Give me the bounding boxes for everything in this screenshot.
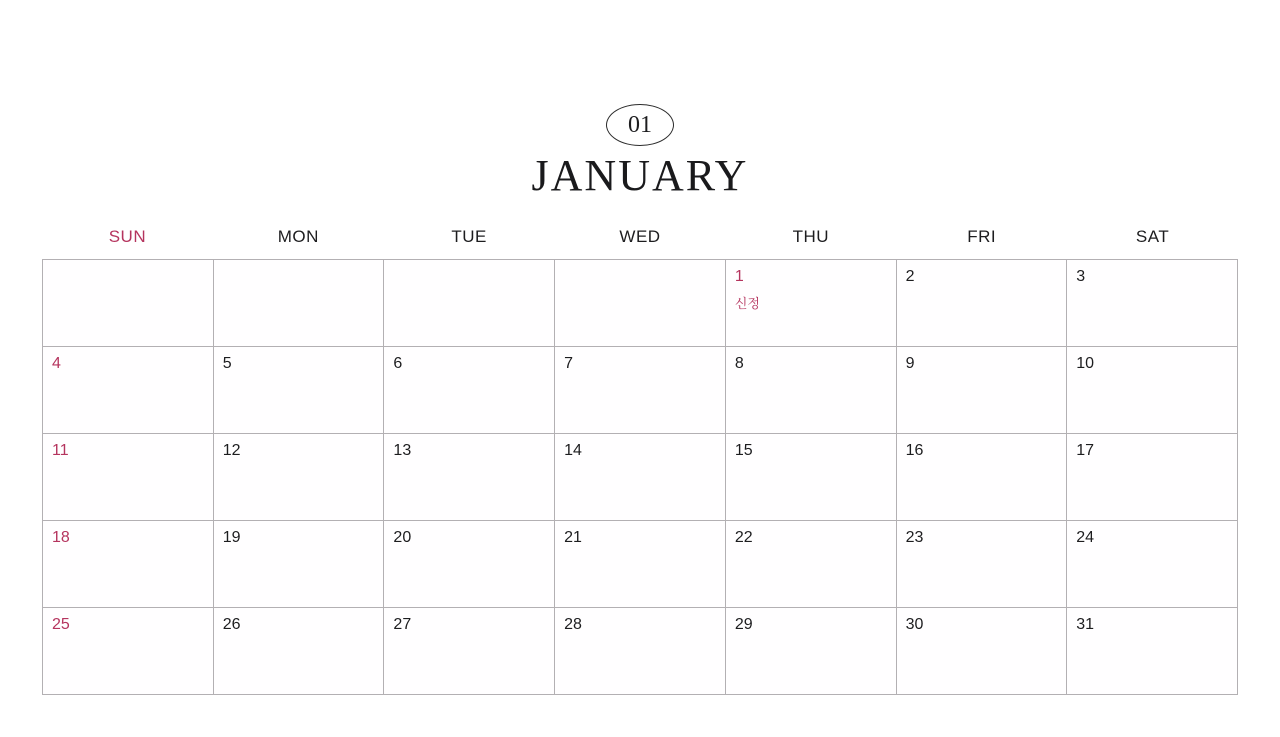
- day-cell-10: [1067, 347, 1238, 434]
- day-cell-25: [43, 608, 214, 695]
- day-cell-1: [726, 260, 897, 347]
- day-cell-27: [384, 608, 555, 695]
- day-number: 28: [564, 616, 582, 633]
- day-number: 19: [222, 529, 241, 546]
- day-cell-28: [555, 608, 726, 695]
- day-number: 29: [734, 616, 753, 633]
- day-cell-12: [214, 434, 385, 521]
- day-cell-11: [43, 434, 214, 521]
- day-number: 11: [52, 442, 69, 459]
- weekday-label-thu: THU: [792, 227, 830, 246]
- weekday-label-sun: SUN: [108, 227, 147, 246]
- day-number: 14: [564, 442, 582, 459]
- weekday-label-tue: TUE: [451, 227, 487, 246]
- day-number: 21: [564, 529, 582, 546]
- day-number: 30: [905, 616, 924, 633]
- day-number: 22: [734, 529, 753, 546]
- day-cell-14: [555, 434, 726, 521]
- weekday-label-wed: WED: [619, 227, 661, 246]
- day-number: 5: [222, 355, 232, 372]
- day-number: 17: [1076, 442, 1095, 459]
- day-number: 13: [393, 442, 412, 459]
- day-number: 25: [52, 616, 70, 633]
- day-number: 18: [52, 529, 70, 546]
- day-number: 2: [905, 268, 915, 285]
- day-number: 27: [393, 616, 412, 633]
- weekday-label-sat: SAT: [1135, 227, 1170, 246]
- holiday-label: 신정: [734, 296, 760, 312]
- weekday-label-fri: FRI: [967, 227, 997, 246]
- day-cell-17: [1067, 434, 1238, 521]
- day-number: 16: [905, 442, 924, 459]
- day-number: 1: [734, 268, 744, 285]
- day-number: 10: [1076, 355, 1095, 372]
- day-number: 15: [734, 442, 753, 459]
- day-cell-8: [726, 347, 897, 434]
- day-number: 23: [905, 529, 924, 546]
- day-number: 31: [1076, 616, 1095, 633]
- day-number: 7: [564, 355, 574, 372]
- day-cell-22: [726, 521, 897, 608]
- day-cell-3: [1067, 260, 1238, 347]
- day-cell-24: [1067, 521, 1238, 608]
- day-cell-20: [384, 521, 555, 608]
- calendar-grid: [42, 259, 1238, 695]
- day-number: 12: [222, 442, 241, 459]
- day-number: 9: [905, 355, 915, 372]
- day-cell-15: [726, 434, 897, 521]
- day-number: 4: [52, 355, 61, 372]
- day-number: 8: [734, 355, 744, 372]
- day-number: 20: [393, 529, 412, 546]
- day-cell-31: [1067, 608, 1238, 695]
- month-number-badge: [606, 104, 674, 146]
- day-cell-26: [214, 608, 385, 695]
- weekday-label-mon: MON: [277, 227, 319, 246]
- empty-cell: [555, 260, 726, 347]
- day-cell-4: [43, 347, 214, 434]
- day-cell-7: [555, 347, 726, 434]
- day-cell-30: [897, 608, 1068, 695]
- weekday-header-row: [42, 226, 1238, 248]
- day-cell-18: [43, 521, 214, 608]
- month-title: JANUARY: [531, 151, 749, 200]
- day-cell-23: [897, 521, 1068, 608]
- day-cell-9: [897, 347, 1068, 434]
- empty-cell: [43, 260, 214, 347]
- empty-cell: [384, 260, 555, 347]
- day-cell-16: [897, 434, 1068, 521]
- empty-cell: [214, 260, 385, 347]
- day-number: 26: [222, 616, 241, 633]
- day-cell-2: [897, 260, 1068, 347]
- day-cell-29: [726, 608, 897, 695]
- day-cell-6: [384, 347, 555, 434]
- day-cell-19: [214, 521, 385, 608]
- day-cell-13: [384, 434, 555, 521]
- month-number: 01: [628, 111, 652, 138]
- day-number: 24: [1076, 529, 1095, 546]
- day-number: 3: [1076, 268, 1086, 285]
- day-number: 6: [393, 355, 403, 372]
- day-cell-21: [555, 521, 726, 608]
- day-cell-5: [214, 347, 385, 434]
